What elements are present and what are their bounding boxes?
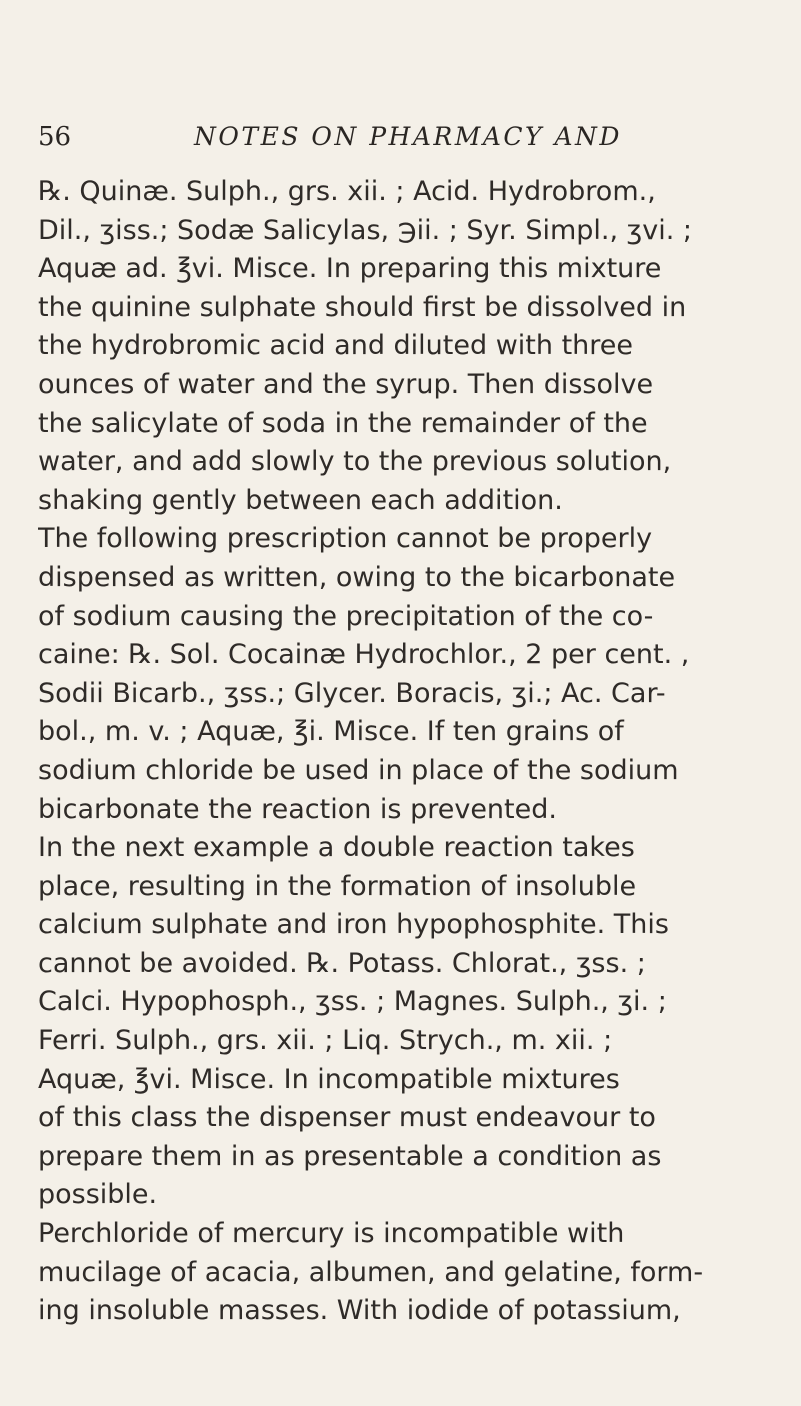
text-line: The following prescription cannot be properly (38, 523, 653, 555)
text-line: Aquæ, ℥vi. Misce. In incompatible mixtures (38, 1063, 620, 1095)
body-text (38, 173, 788, 1331)
text-line: In the next example a double reaction takes (38, 832, 635, 864)
text-line: Perchloride of mercury is incompatible with (38, 1218, 625, 1250)
text-line: the salicylate of soda in the remainder of the (38, 407, 648, 439)
text-line: cannot be avoided. ℞. Potass. Chlorat., ʒss. ; (38, 947, 646, 979)
text-line: possible. (38, 1179, 158, 1211)
text-line: the hydrobromic acid and diluted with three (38, 330, 634, 362)
text-line: mucilage of acacia, albumen, and gelatine, form- (38, 1256, 704, 1288)
text-line: prepare them in as presentable a condition as (38, 1140, 662, 1172)
text-line: ounces of water and the syrup. Then dissolve (38, 368, 654, 400)
text-line: calcium sulphate and iron hypophosphite. This (38, 909, 669, 941)
running-head: NOTES ON PHARMACY AND (194, 122, 622, 151)
page-header (38, 122, 778, 162)
page-number: 56 (38, 122, 72, 152)
text-line: dispensed as written, owing to the bicarbonate (38, 561, 676, 593)
text-line: bol., m. v. ; Aquæ, ℥i. Misce. If ten grains of (38, 716, 624, 748)
text-line: caine: ℞. Sol. Cocainæ Hydrochlor., 2 per cent. , (38, 639, 690, 671)
text-line: shaking gently between each addition. (38, 484, 563, 516)
text-line: ing insoluble masses. With iodide of potassium, (38, 1295, 681, 1327)
text-line: Aquæ ad. ℥vi. Misce. In preparing this mixture (38, 253, 662, 285)
text-line: of this class the dispenser must endeavour to (38, 1102, 656, 1134)
text-line: bicarbonate the reaction is prevented. (38, 793, 557, 825)
text-line: Ferri. Sulph., grs. xii. ; Liq. Strych., m. xii. ; (38, 1025, 613, 1057)
text-line: Sodii Bicarb., ʒss.; Glycer. Boracis, ʒi.; Ac. Car- (38, 677, 666, 709)
text-line: Calci. Hypophosph., ʒss. ; Magnes. Sulph., ʒi. ; (38, 986, 667, 1018)
text-line: of sodium causing the precipitation of the co- (38, 600, 654, 632)
text-line: place, resulting in the formation of insoluble (38, 870, 637, 902)
text-line: the quinine sulphate should first be dissolved in (38, 291, 687, 323)
text-line: water, and add slowly to the previous solution, (38, 446, 672, 478)
text-line: Dil., ʒiss.; Sodæ Salicylas, ℈ii. ; Syr. Simpl., ʒvi. ; (38, 214, 692, 246)
text-line: sodium chloride be used in place of the sodium (38, 754, 679, 786)
text-line: ℞. Quinæ. Sulph., grs. xii. ; Acid. Hydrobrom., (38, 176, 656, 207)
